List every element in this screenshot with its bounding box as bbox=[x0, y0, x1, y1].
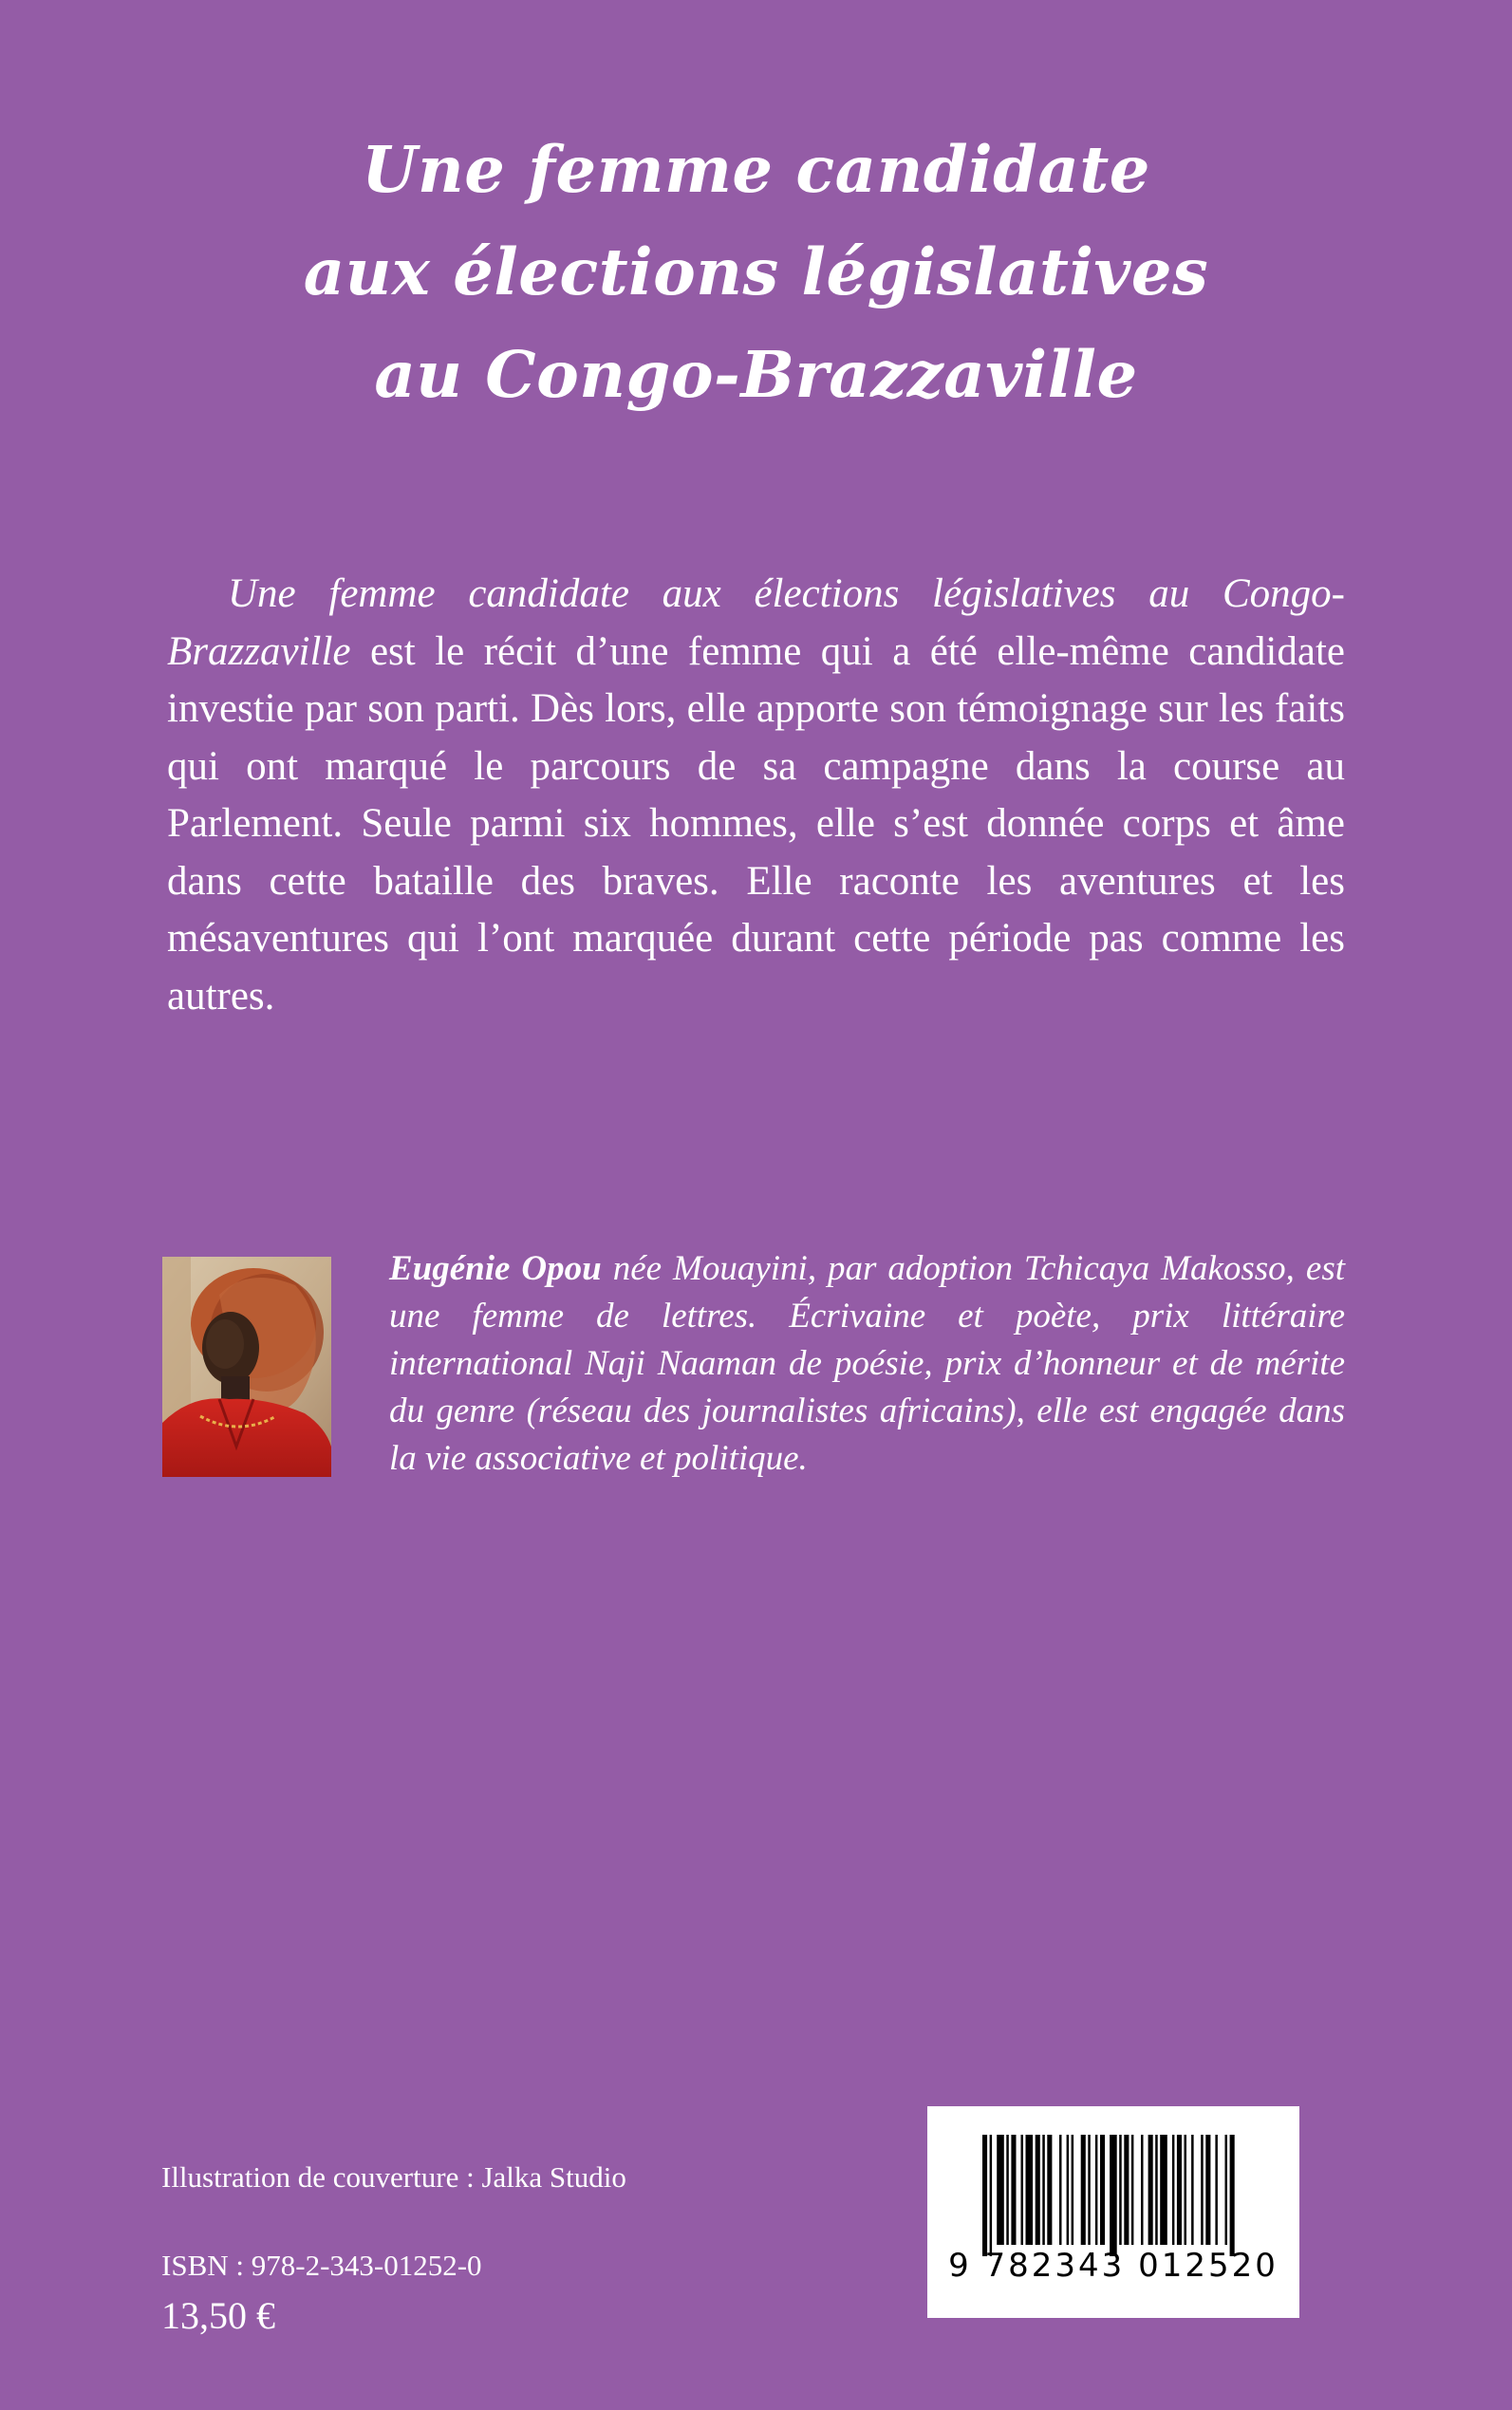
barcode-bar bbox=[1230, 2135, 1235, 2256]
price: 13,50 € bbox=[161, 2294, 275, 2337]
barcode-bar bbox=[1095, 2135, 1098, 2245]
barcode-bar bbox=[1088, 2135, 1091, 2245]
barcode-bar bbox=[1081, 2135, 1086, 2245]
author-name: Eugénie Opou bbox=[389, 1249, 602, 1288]
barcode-bar bbox=[1021, 2135, 1024, 2245]
isbn: ISBN : 978-2-343-01252-0 bbox=[161, 2249, 482, 2282]
barcode-bar bbox=[1205, 2135, 1210, 2245]
barcode-bar bbox=[1215, 2135, 1218, 2245]
blurb-book-title: Une femme candidate aux élections législatives au Congo-Brazzaville bbox=[167, 571, 1345, 674]
barcode-bar bbox=[1185, 2135, 1187, 2245]
barcode-bar bbox=[1191, 2135, 1194, 2245]
barcode bbox=[927, 2106, 1299, 2318]
barcode-bar bbox=[1172, 2135, 1175, 2245]
barcode-bar bbox=[1042, 2135, 1045, 2245]
illustration-credit: Illustration de couverture : Jalka Studio bbox=[161, 2160, 626, 2194]
barcode-bar bbox=[1160, 2135, 1167, 2245]
author-bio-text: née Mouayini, par adoption Tchicaya Makosso, est une femme de lettres. Écrivaine et poète, prix littéraire international Naji Naaman de poésie, prix d’honneur et de mérite du genre (réseau des journalistes africains), elle est engagée dans la vie associative et politique. bbox=[389, 1249, 1345, 1478]
barcode-bar bbox=[1201, 2135, 1204, 2245]
barcode-bar bbox=[1006, 2135, 1009, 2245]
book-title bbox=[142, 119, 1370, 426]
barcode-bar bbox=[1141, 2135, 1144, 2245]
barcode-bar bbox=[982, 2135, 987, 2256]
barcode-digits: 9 782343 012520 bbox=[948, 2247, 1279, 2285]
barcode-bar bbox=[1177, 2135, 1182, 2245]
barcode-bar bbox=[1124, 2135, 1129, 2245]
title-line-2: aux élections législatives bbox=[303, 234, 1209, 309]
barcode-bar bbox=[1059, 2135, 1062, 2245]
barcode-bar bbox=[1026, 2135, 1034, 2245]
barcode-bar bbox=[1036, 2135, 1040, 2245]
barcode-bar bbox=[1225, 2135, 1228, 2245]
barcode-bar bbox=[1110, 2135, 1117, 2256]
barcode-bar bbox=[1100, 2135, 1105, 2245]
title-line-3: au Congo-Brazzaville bbox=[374, 337, 1138, 412]
author-bio bbox=[389, 1245, 1345, 1483]
barcode-bar bbox=[1072, 2135, 1074, 2245]
title-line-1: Une femme candidate bbox=[362, 132, 1150, 207]
barcode-bar bbox=[1131, 2135, 1134, 2245]
author-portrait-photo bbox=[162, 1257, 331, 1477]
barcode-bar bbox=[1119, 2135, 1122, 2245]
barcode-bar bbox=[1047, 2135, 1052, 2245]
blurb-text: est le récit d’une femme qui a été elle-même candidate investie par son parti. Dès lors, elle apporte son témoignage sur les faits qui ont marqué le parcours de sa campagne dans la course au Parlement. Seule parmi six hommes, elle s’est donnée corps et âme dans cette bataille des braves. Elle raconte les aventures et les mésaventures qui l’ont marquée durant cette période pas comme les autres. bbox=[167, 628, 1345, 1018]
barcode-bar bbox=[990, 2135, 993, 2256]
book-blurb bbox=[167, 566, 1345, 1025]
barcode-bar bbox=[1011, 2135, 1016, 2245]
barcode-bar bbox=[1067, 2135, 1070, 2245]
barcode-bars bbox=[927, 2106, 1299, 2318]
barcode-bar bbox=[997, 2135, 1004, 2245]
barcode-bar bbox=[1155, 2135, 1158, 2245]
barcode-bar bbox=[1148, 2135, 1153, 2245]
